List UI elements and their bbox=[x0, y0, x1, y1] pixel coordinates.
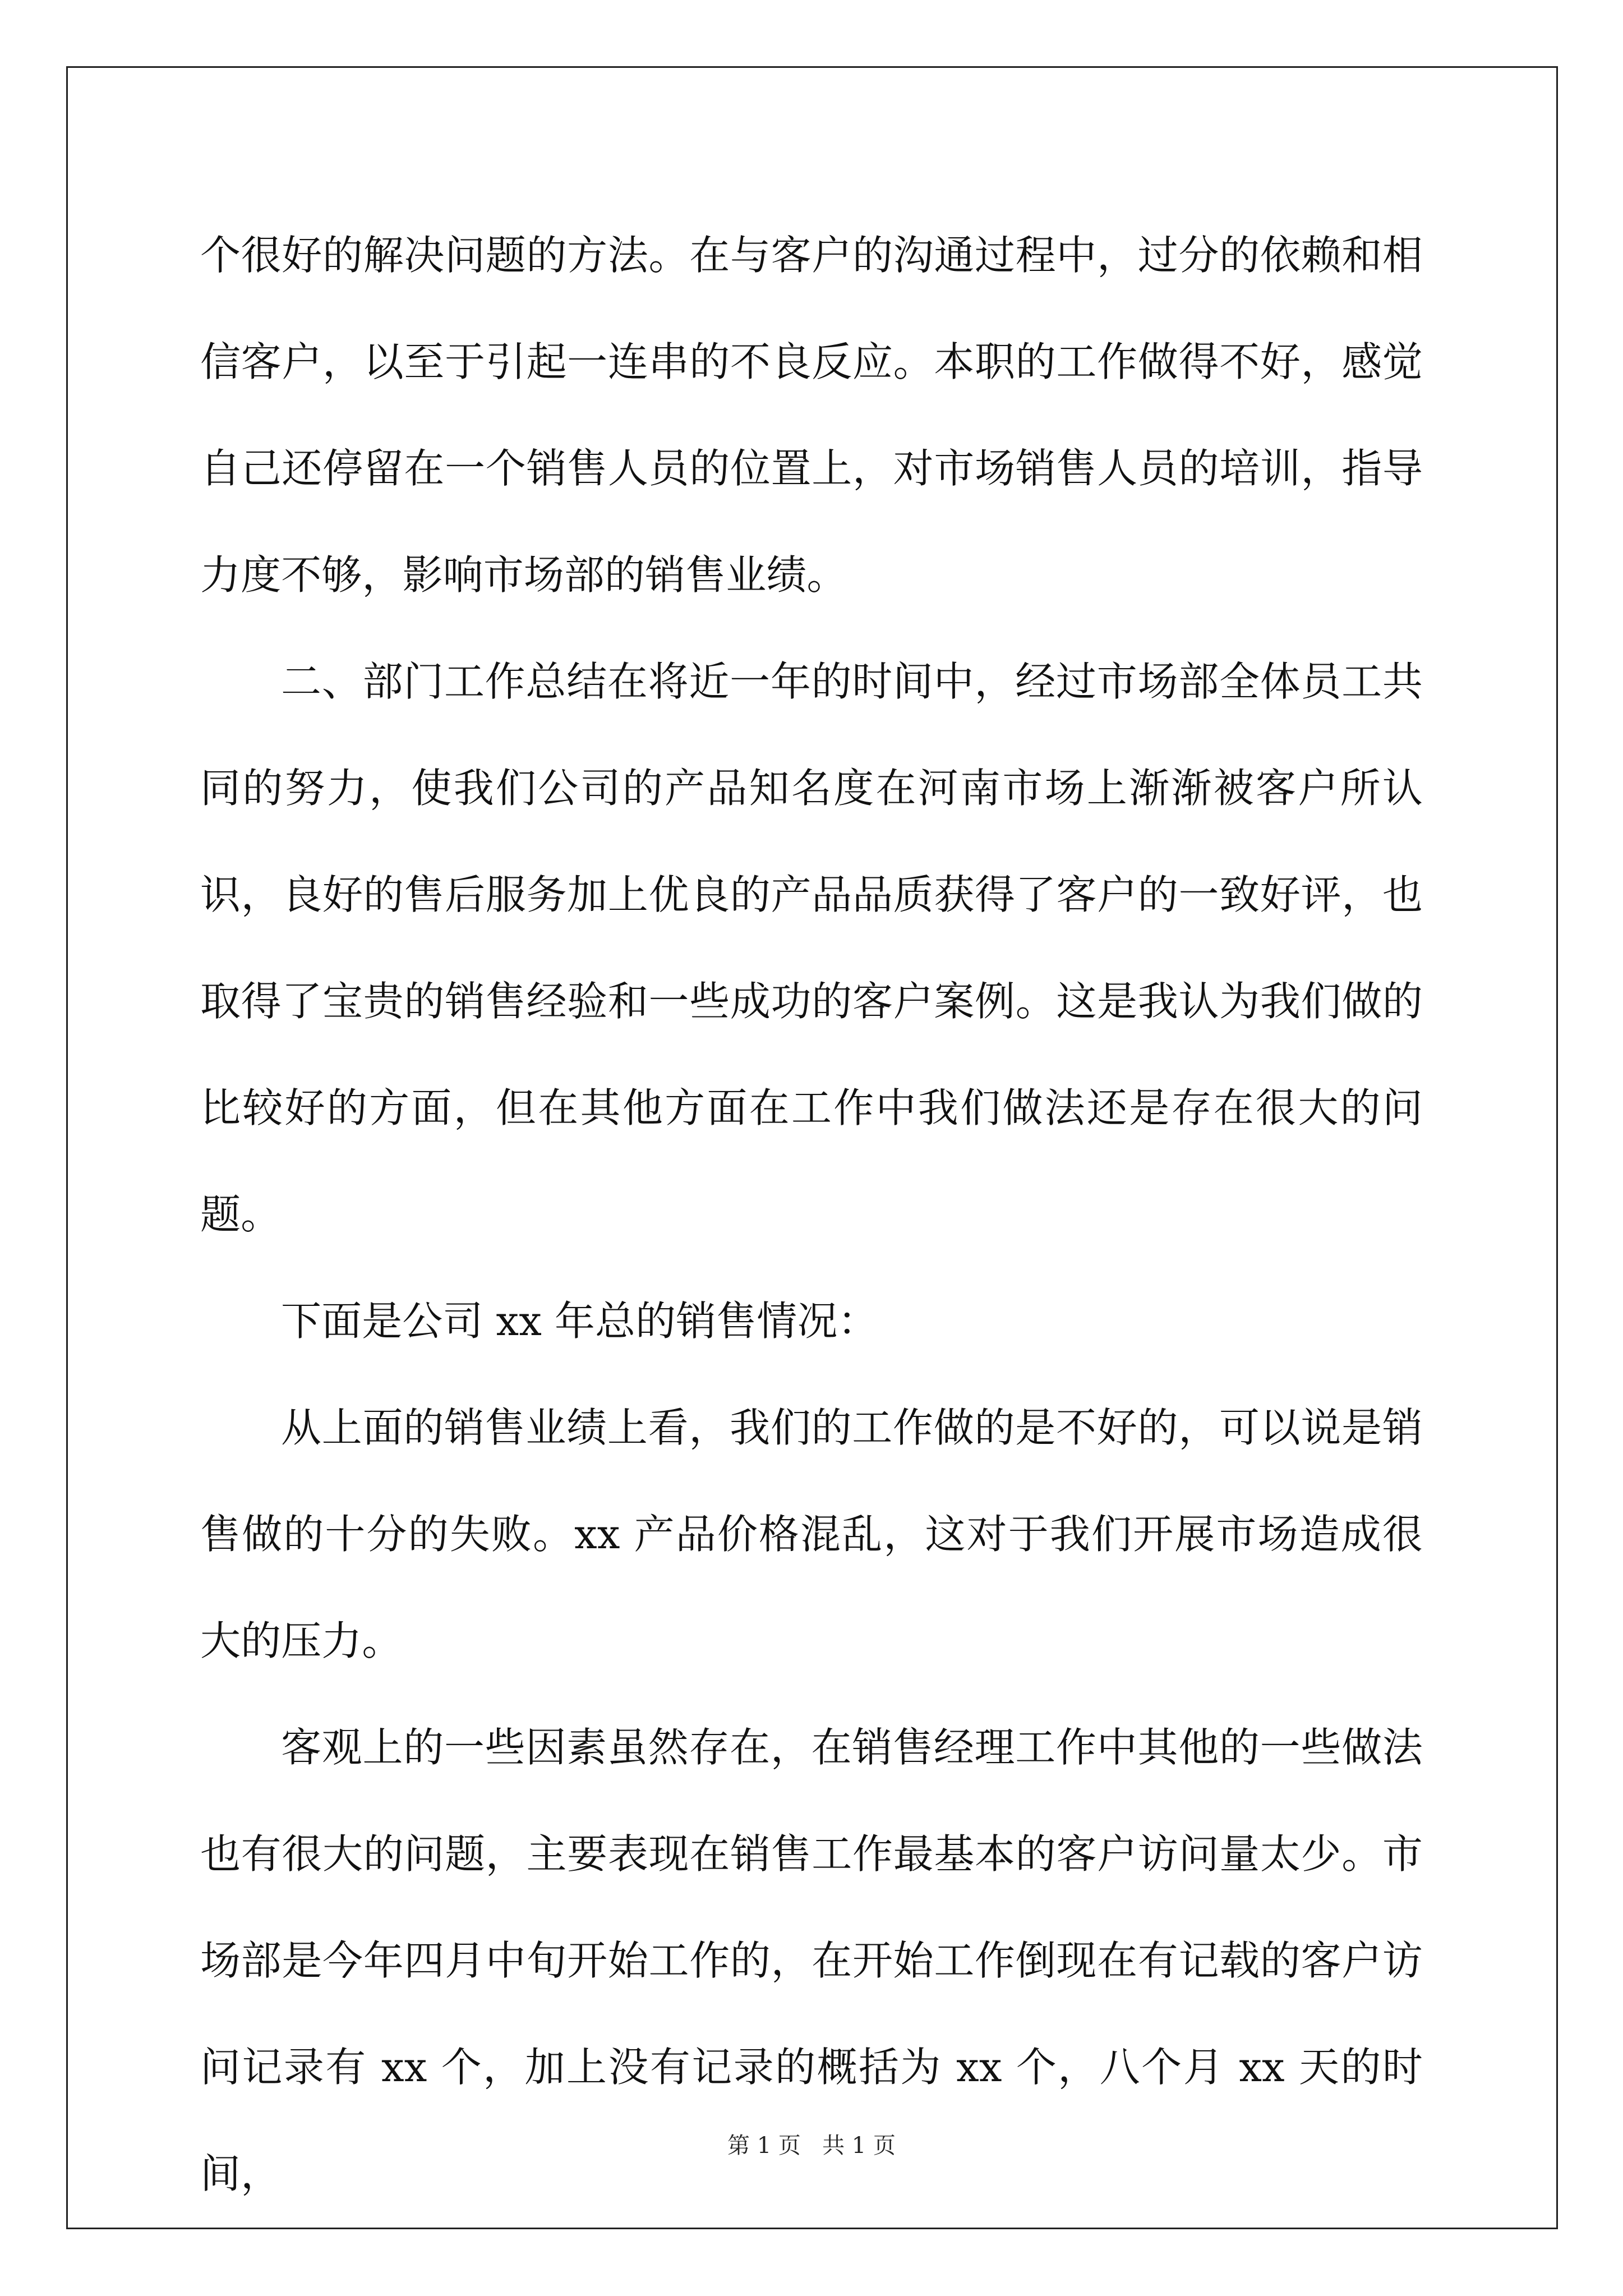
page-number-footer: 第 1 页 共 1 页 bbox=[727, 2133, 896, 2159]
paragraph-5: 客观上的一些因素虽然存在，在销售经理工作中其他的一些做法也有很大的问题，主要表现在销售工作最基本的客户访问量太少。市场部是今年四月中旬开始工作的，在开始工作倒现在有记载的客户访问记录有 xx 个，加上没有记录的概括为 xx 个，八个月 xx 天的时间， bbox=[200, 1724, 1423, 2197]
document-body bbox=[200, 202, 1423, 2227]
paragraph-3: 下面是公司 xx 年总的销售情况： bbox=[281, 1297, 878, 1345]
paragraph-1: 个很好的解决问题的方法。在与客户的沟通过程中，过分的依赖和相信客户，以至于引起一连串的不良反应。本职的工作做得不好，感觉自己还停留在一个销售人员的位置上，对市场销售人员的培训，指导力度不够，影响市场部的销售业绩。 bbox=[200, 232, 1423, 599]
paragraph-4: 从上面的销售业绩上看，我们的工作做的是不好的，可以说是销售做的十分的失败。xx 产品价格混乱，这对于我们开展市场造成很大的压力。 bbox=[200, 1404, 1423, 1664]
paragraph-2: 二、部门工作总结在将近一年的时间中，经过市场部全体员工共同的努力，使我们公司的产品知名度在河南市场上渐渐被客户所认识，良好的售后服务加上优良的产品品质获得了客户的一致好评，也取得了宝贵的销售经验和一些成功的客户案例。这是我认为我们做的比较好的方面，但在其他方面在工作中我们做法还是存在很大的问题。 bbox=[200, 658, 1423, 1238]
